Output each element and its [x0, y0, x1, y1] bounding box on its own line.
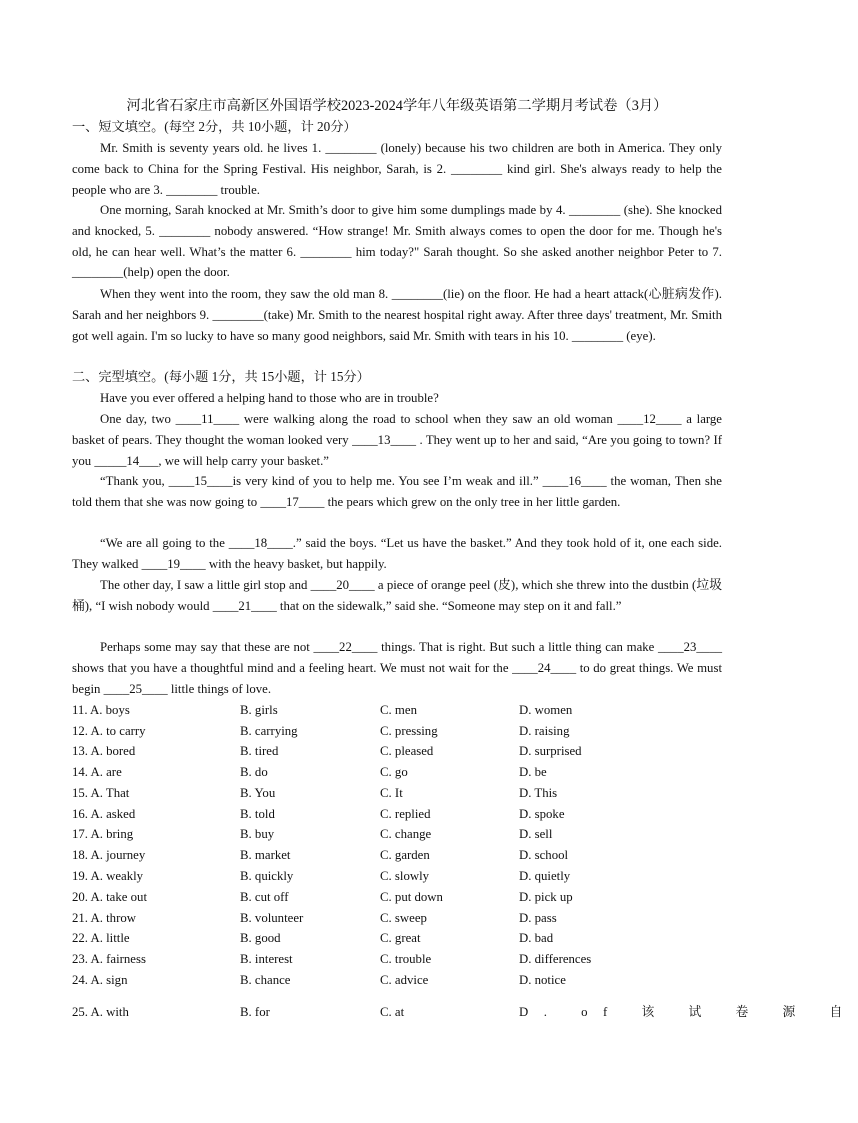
option-c: C. slowly — [380, 869, 430, 883]
option-a: 12. A. to carry — [72, 724, 146, 738]
option-a: 19. A. weakly — [72, 869, 144, 883]
option-a: 23. A. fairness — [72, 952, 146, 966]
option-d: D. sell — [519, 827, 553, 841]
option-row — [72, 928, 722, 948]
section-2-paragraph-3: “Thank you, ____15____is very kind of you to help me. You see I’m weak and ill.” ____16____ the woman, Then she told them that she was now going to ____17____ the pears which grew on the only tree in her little garden. — [72, 474, 722, 509]
option-a: 21. A. throw — [72, 911, 136, 925]
section-1-heading: 一、短文填空。(每空 2分，共 10小题，计 20分） — [72, 119, 357, 134]
option-a: 25. A. with — [72, 1005, 129, 1019]
option-c: C. put down — [380, 890, 443, 904]
section-2-paragraph-6: Perhaps some may say that these are not ____22____ things. That is right. But such a little thing can make ____23____ shows that you have a thoughtful mind and a feeling heart. We must not wait for the ____24____ to do great things. We must begin ____25____ little things of love. — [72, 640, 722, 696]
section-1-paragraph-2: One morning, Sarah knocked at Mr. Smith’s door to give him some dumplings made by 4. ________ (she). She knocked and knocked, 5. ________ nobody answered. “How strange! Mr. Smith always comes to open the door for me. Though he's old, he can hear well. What’s the matter 6. ________ him today?" Sarah thought. So she asked another neighbor Peter to 7. ________(help) open the door. — [72, 203, 722, 280]
option-b: B. girls — [240, 703, 278, 717]
option-d: D. pick up — [519, 890, 573, 904]
option-a: 20. A. take out — [72, 890, 147, 904]
option-d: D. school — [519, 848, 569, 862]
option-d: D. bad — [519, 931, 554, 945]
option-a: 18. A. journey — [72, 848, 146, 862]
option-b: B. You — [240, 786, 276, 800]
option-b: B. tired — [240, 744, 279, 758]
option-b: B. chance — [240, 973, 291, 987]
option-d: D. women — [519, 703, 573, 717]
option-b: B. told — [240, 807, 275, 821]
option-a: 13. A. bored — [72, 744, 136, 758]
option-b: B. carrying — [240, 724, 298, 738]
option-row — [72, 700, 722, 720]
section-2-paragraph-5: The other day, I saw a little girl stop and ____20____ a piece of orange peel (皮), which she threw into the dustbin (垃圾桶), “I wish nobody would ____21____ that on the sidewalk,” said she. “Someone may step on it and fall.” — [72, 578, 722, 613]
option-b: B. buy — [240, 827, 275, 841]
option-row — [72, 741, 722, 761]
option-d: D. quietly — [519, 869, 571, 883]
option-row — [72, 804, 722, 824]
option-c: C. pleased — [380, 744, 434, 758]
option-b: B. cut off — [240, 890, 289, 904]
option-a: 17. A. bring — [72, 827, 134, 841]
option-b: B. volunteer — [240, 911, 304, 925]
option-d: D. spoke — [519, 807, 565, 821]
option-c: C. at — [380, 1005, 405, 1019]
option-c: C. great — [380, 931, 421, 945]
option-d: D. This — [519, 786, 558, 800]
option-row — [72, 1002, 858, 1022]
option-row — [72, 949, 722, 969]
option-d: D. be — [519, 765, 547, 779]
option-a: 16. A. asked — [72, 807, 136, 821]
option-row — [72, 866, 722, 886]
option-b: B. do — [240, 765, 268, 779]
option-d: D. pass — [519, 911, 557, 925]
option-c: C. pressing — [380, 724, 438, 738]
option-c: C. It — [380, 786, 403, 800]
option-d: D. notice — [519, 973, 566, 987]
option-a: 14. A. are — [72, 765, 122, 779]
section-2-paragraph-4: “We are all going to the ____18____.” said the boys. “Let us have the basket.” And they took hold of it, one each side. They walked ____19____ with the heavy basket, but happily. — [72, 536, 722, 571]
option-c: C. replied — [380, 807, 431, 821]
option-d: D. differences — [519, 952, 592, 966]
option-b: B. for — [240, 1005, 270, 1019]
option-c: C. advice — [380, 973, 429, 987]
section-2-paragraph-1: Have you ever offered a helping hand to those who are in trouble? — [100, 391, 439, 405]
option-d: D. raising — [519, 724, 570, 738]
section-2-paragraph-2: One day, two ____11____ were walking along the road to school when they saw an old woman ____12____ a large basket of pears. They thought the woman looked very ____13____ . They went up to her and said, “Are you going to town? If you _____14___, we will help carry your basket.” — [72, 412, 722, 468]
option-c: C. go — [380, 765, 408, 779]
option-c: C. garden — [380, 848, 430, 862]
option-a: 15. A. That — [72, 786, 130, 800]
option-d: D. of 该 试 卷 源 自 — [519, 1005, 858, 1019]
option-d: D. surprised — [519, 744, 582, 758]
option-row — [72, 970, 722, 990]
section-1-paragraph-3: When they went into the room, they saw the old man 8. ________(lie) on the floor. He had a heart attack(心脏病发作). Sarah and her neighbors 9. ________(take) Mr. Smith to the nearest hospital right away. After three days' treatment, Mr. Smith got well again. I'm so lucky to have so many good neighbors, said Mr. Smith with tears in his 10. ________ (eye). — [72, 287, 722, 343]
option-b: B. quickly — [240, 869, 294, 883]
option-row — [72, 783, 722, 803]
option-row — [72, 824, 722, 844]
section-2-heading: 二、完型填空。(每小题 1分，共 15小题，计 15分） — [72, 369, 370, 384]
option-row — [72, 908, 722, 928]
option-c: C. men — [380, 703, 417, 717]
option-row — [72, 845, 722, 865]
option-b: B. market — [240, 848, 291, 862]
option-c: C. trouble — [380, 952, 432, 966]
option-a: 11. A. boys — [72, 703, 130, 717]
option-b: B. interest — [240, 952, 293, 966]
option-row — [72, 762, 722, 782]
option-a: 24. A. sign — [72, 973, 128, 987]
option-a: 22. A. little — [72, 931, 130, 945]
option-c: C. change — [380, 827, 432, 841]
section-1-paragraph-1: Mr. Smith is seventy years old. he lives 1. ________ (lonely) because his two children are both in America. They only come back to China for the Spring Festival. His neighbor, Sarah, is 2. ________ kind girl. She's always ready to help the people who are 3. ________ trouble. — [72, 141, 722, 197]
option-b: B. good — [240, 931, 281, 945]
option-c: C. sweep — [380, 911, 427, 925]
option-row — [72, 721, 722, 741]
exam-title: 河北省石家庄市高新区外国语学校2023-2024学年八年级英语第二学期月考试卷（3月） — [126, 98, 668, 114]
option-row — [72, 887, 722, 907]
